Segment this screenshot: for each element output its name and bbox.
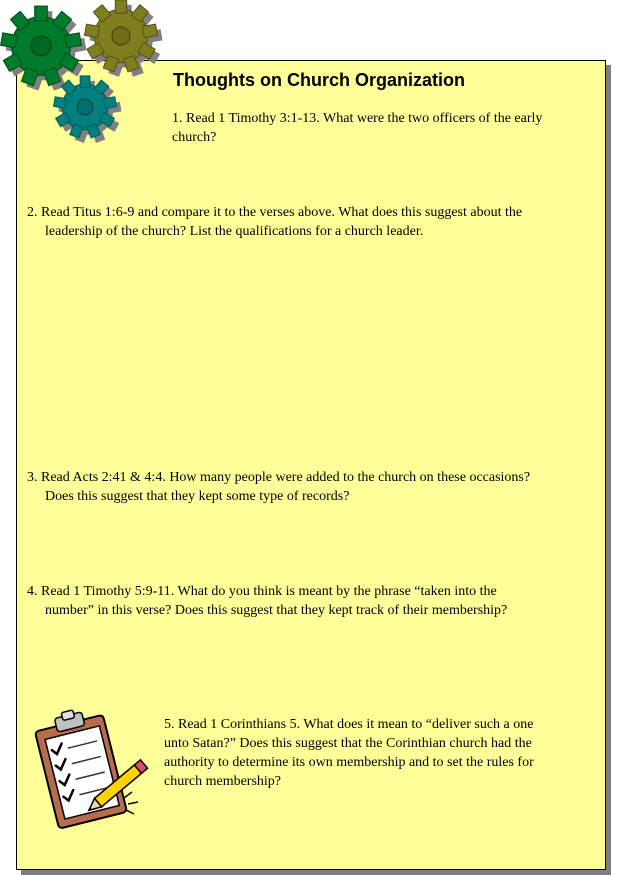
question-2-line-1: 2. Read Titus 1:6-9 and compare it to the verses above. What does this suggest about the xyxy=(27,205,523,220)
question-1 xyxy=(172,109,542,147)
question-2-line-2: leadership of the church? List the qualifications for a church leader. xyxy=(45,224,424,239)
question-1-line-1: 1. Read 1 Timothy 3:1-13. What were the two officers of the early xyxy=(172,111,543,126)
question-4 xyxy=(27,582,507,620)
question-5-line-2: unto Satan?” Does this suggest that the Corinthian church had the xyxy=(164,736,532,751)
question-3-line-1: 3. Read Acts 2:41 & 4:4. How many people were added to the church on these occasions? xyxy=(27,470,531,485)
question-1-line-2: church? xyxy=(172,130,217,145)
gears-icon xyxy=(0,0,170,150)
question-5-line-3: authority to determine its own membership and to set the rules for xyxy=(164,755,534,770)
question-2 xyxy=(27,203,522,241)
question-3-line-2: Does this suggest that they kept some type of records? xyxy=(45,489,350,504)
question-4-line-2: number” in this verse? Does this suggest that they kept track of their membership? xyxy=(45,603,508,618)
question-3 xyxy=(27,468,530,506)
question-4-line-1: 4. Read 1 Timothy 5:9-11. What do you think is meant by the phrase “taken into the xyxy=(27,584,497,599)
question-5 xyxy=(164,715,534,791)
question-5-line-1: 5. Read 1 Corinthians 5. What does it mean to “deliver such a one xyxy=(164,717,534,732)
worksheet-title: Thoughts on Church Organization xyxy=(173,70,465,90)
question-5-line-4: church membership? xyxy=(164,774,282,789)
clipboard-checklist-icon xyxy=(28,706,153,831)
